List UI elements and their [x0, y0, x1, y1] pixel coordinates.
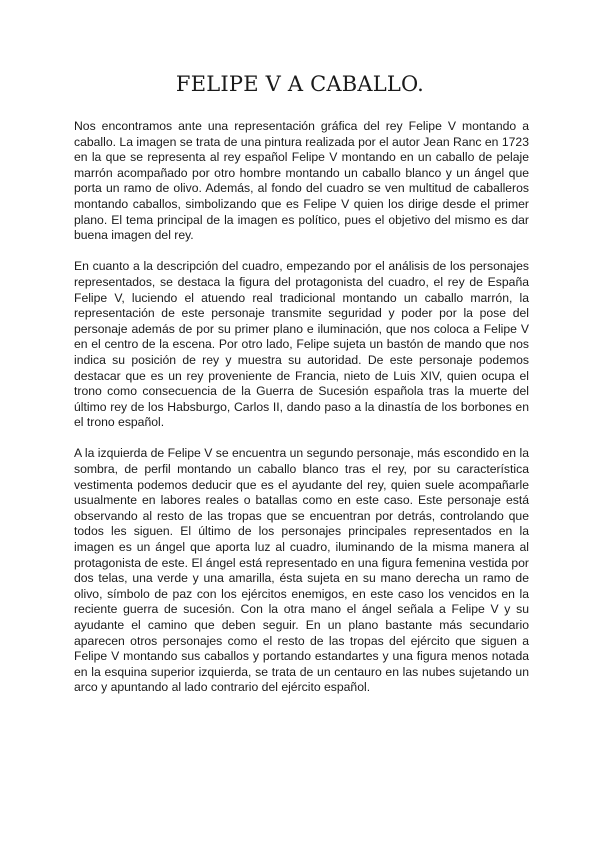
paragraph-introduction: Nos encontramos ante una representación gráfica del rey Felipe V montando a caballo. La imagen se trata de una pintura realizada por el autor Jean Ranc en 1723 en la que se representa al rey español Felipe V montando en un caballo de pelaje marrón acompañado por otro hombre montando un caballo blanco y un ángel que porta un ramo de olivo. Además, al fondo del cuadro se ven multitud de caballeros montando caballos, simbolizando que es Felipe V quien los dirige desde el primer plano. El tema principal de la imagen es político, pues el objetivo del mismo es dar buena imagen del rey.: [74, 119, 529, 243]
paragraph-description: En cuanto a la descripción del cuadro, empezando por el análisis de los personajes representados, se destaca la figura del protagonista del cuadro, el rey de España Felipe V, luciendo el atuendo real tradicional montando un caballo marrón, la representación de este personaje transmite seguridad y poder por la pose del personaje además de por su primer plano e iluminación, que nos coloca a Felipe V en el centro de la escena. Por otro lado, Felipe sujeta un bastón de mando que nos indica su posición de rey y muestra su autoridad. De este personaje podemos destacar que es un rey proveniente de Francia, nieto de Luis XIV, quien ocupa el trono como consecuencia de la Guerra de Sucesión española tras la muerte del último rey de los Habsburgo, Carlos II, dando paso a la dinastía de los borbones en el trono español.: [74, 259, 529, 430]
document-body: [74, 119, 529, 712]
paragraph-secondary-figures: A la izquierda de Felipe V se encuentra un segundo personaje, más escondido en la sombra, de perfil montando un caballo blanco tras el rey, por su característica vestimenta podemos deducir que es el ayudante del rey, quien suele acompañarle usualmente en labores reales o batallas como en este caso. Este personaje está observando al resto de las tropas que se encuentran por detrás, controlando que todos les siguen. El último de los personajes principales representados en la imagen es un ángel que aporta luz al cuadro, iluminando de la misma manera al protagonista de este. El ángel está representado en una figura femenina vestida por dos telas, una verde y una amarilla, ésta sujeta en su mano derecha un ramo de olivo, símbolo de paz con los ejércitos enemigos, en este caso los vencidos en la reciente guerra de sucesión. Con la otra mano el ángel señala a Felipe V y su ayudante el camino que deben seguir. En un plano bastante más secundario aparecen otros personajes como el resto de las tropas del ejército que siguen a Felipe V montando sus caballos y portando estandartes y una figura menos notada en la esquina superior izquierda, se trata de un centauro en las nubes sujetando un arco y apuntando al lado contrario del ejército español.: [74, 446, 529, 695]
document-title: FELIPE V A CABALLO.: [175, 72, 425, 96]
